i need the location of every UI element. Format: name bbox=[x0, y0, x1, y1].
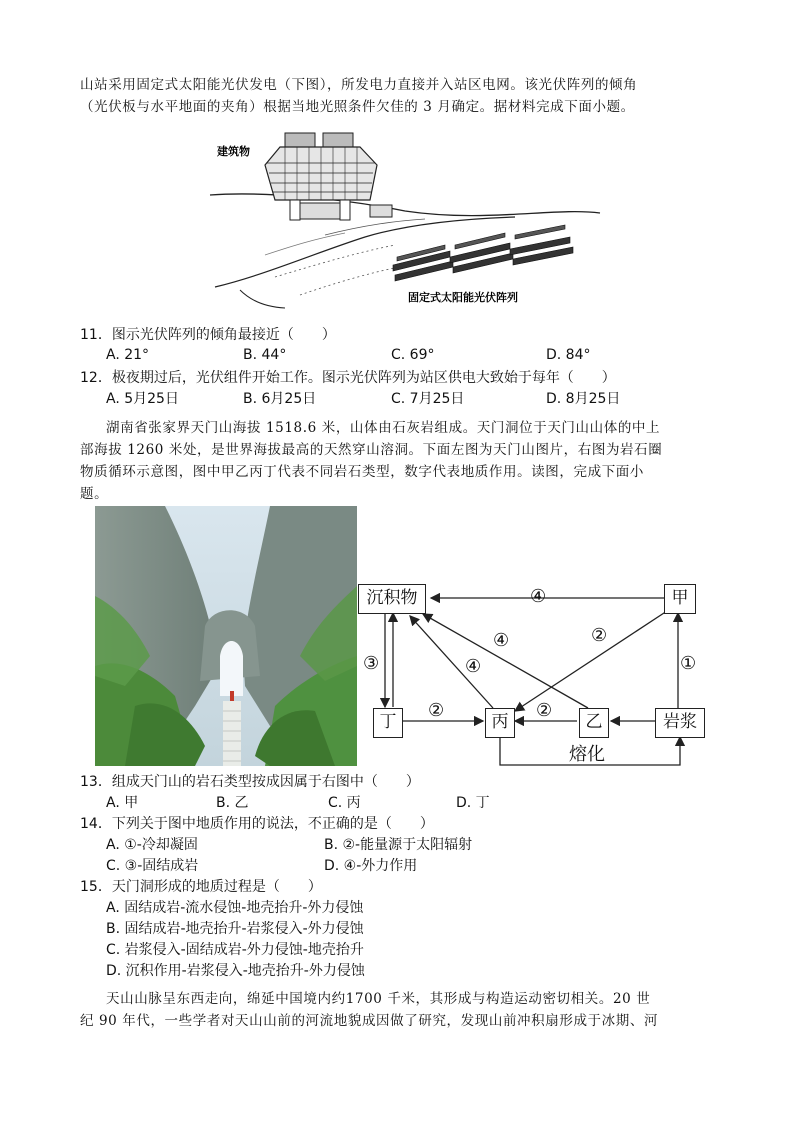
node-magma: 岩浆 bbox=[655, 708, 705, 738]
label-melting: 熔化 bbox=[569, 744, 605, 765]
intro2-line2: 部海拔 1260 米处，是世界海拔最高的天然穿山溶洞。下面左图为天门山图片，右图为岩石圈 bbox=[80, 442, 663, 458]
q13-option-c[interactable]: C. 丙 bbox=[328, 795, 361, 811]
q14-option-b[interactable]: B. ②-能量源于太阳辐射 bbox=[324, 837, 473, 853]
intro2-line3: 物质循环示意图，图中甲乙丙丁代表不同岩石类型，数字代表地质作用。读图，完成下面小 bbox=[80, 464, 644, 480]
q11-option-c[interactable]: C. 69° bbox=[391, 347, 435, 363]
q12-option-b[interactable]: B. 6月25日 bbox=[243, 391, 317, 407]
node-yi: 乙 bbox=[579, 708, 609, 738]
label-4-yi: ④ bbox=[493, 630, 510, 651]
solar-array-figure bbox=[205, 125, 605, 310]
station-building bbox=[265, 133, 392, 220]
node-ding: 丁 bbox=[373, 708, 403, 738]
q12-option-a[interactable]: A. 5月25日 bbox=[106, 391, 179, 407]
label-3: ③ bbox=[363, 653, 380, 674]
q11-option-d[interactable]: D. 84° bbox=[546, 347, 591, 363]
node-jia: 甲 bbox=[664, 584, 696, 614]
q12-option-d[interactable]: D. 8月25日 bbox=[546, 391, 621, 407]
rock-cycle-diagram bbox=[355, 578, 715, 773]
intro1-line2: （光伏板与水平地面的夹角）根据当地光照条件欠佳的 3 月确定。据材料完成下面小题。 bbox=[80, 99, 635, 115]
tianmen-mountain-photo bbox=[95, 506, 357, 766]
q13-option-d[interactable]: D. 丁 bbox=[456, 795, 490, 811]
intro-paragraph-2 bbox=[80, 417, 720, 505]
q14-option-a[interactable]: A. ①-冷却凝固 bbox=[106, 837, 198, 853]
q13-option-b[interactable]: B. 乙 bbox=[216, 795, 249, 811]
label-4-bing: ④ bbox=[465, 656, 482, 677]
intro-paragraph-1 bbox=[80, 74, 720, 118]
node-sediment: 沉积物 bbox=[358, 584, 426, 614]
label-2-diag: ② bbox=[591, 625, 608, 646]
label-4-top: ④ bbox=[530, 586, 547, 607]
intro3-line2: 纪 90 年代，一些学者对天山山前的河流地貌成因做了研究，发现山前冲积扇形成于冰期、河 bbox=[80, 1013, 659, 1029]
q11-option-a[interactable]: A. 21° bbox=[106, 347, 150, 363]
q15-option-c[interactable]: C. 岩浆侵入-固结成岩-外力侵蚀-地壳抬升 bbox=[106, 942, 364, 958]
intro-paragraph-3 bbox=[80, 988, 720, 1032]
intro3-line1: 天山山脉呈东西走向，绵延中国境内约1700 千米，其形成与构造运动密切相关。20 世 bbox=[106, 991, 651, 1007]
question-14-stem: 14．下列关于图中地质作用的说法，不正确的是（ ） bbox=[80, 816, 434, 832]
q14-option-c[interactable]: C. ③-固结成岩 bbox=[106, 858, 199, 874]
building-label: 建筑物 bbox=[217, 145, 250, 158]
q15-option-d[interactable]: D. 沉积作用-岩浆侵入-地壳抬升-外力侵蚀 bbox=[106, 963, 365, 979]
q11-option-b[interactable]: B. 44° bbox=[243, 347, 287, 363]
intro1-line1: 山站采用固定式太阳能光伏发电（下图），所发电力直接并入站区电网。该光伏阵列的倾角 bbox=[80, 77, 638, 93]
intro2-line4: 题。 bbox=[80, 486, 109, 502]
question-15-stem: 15．天门洞形成的地质过程是（ ） bbox=[80, 879, 322, 895]
node-bing: 丙 bbox=[485, 708, 515, 738]
question-13-stem: 13．组成天门山的岩石类型按成因属于右图中（ ） bbox=[80, 774, 420, 790]
q15-option-b[interactable]: B. 固结成岩-地壳抬升-岩浆侵入-外力侵蚀 bbox=[106, 921, 364, 937]
label-2-yi: ② bbox=[536, 700, 553, 721]
q13-option-a[interactable]: A. 甲 bbox=[106, 795, 139, 811]
q12-option-c[interactable]: C. 7月25日 bbox=[391, 391, 465, 407]
q15-option-a[interactable]: A. 固结成岩-流水侵蚀-地壳抬升-外力侵蚀 bbox=[106, 900, 364, 916]
solar-array-label: 固定式太阳能光伏阵列 bbox=[408, 291, 518, 304]
question-11-stem: 11．图示光伏阵列的倾角最接近（ ） bbox=[80, 327, 336, 343]
question-12-stem: 12．极夜期过后，光伏组件开始工作。图示光伏阵列为站区供电大致始于每年（ ） bbox=[80, 370, 616, 386]
label-2-ding: ② bbox=[428, 700, 445, 721]
label-1: ① bbox=[680, 653, 697, 674]
intro2-line1: 湖南省张家界天门山海拔 1518.6 米，山体由石灰岩组成。天门洞位于天门山山体的中上 bbox=[106, 420, 661, 436]
solar-panels bbox=[393, 225, 573, 281]
q14-option-d[interactable]: D. ④-外力作用 bbox=[324, 858, 418, 874]
